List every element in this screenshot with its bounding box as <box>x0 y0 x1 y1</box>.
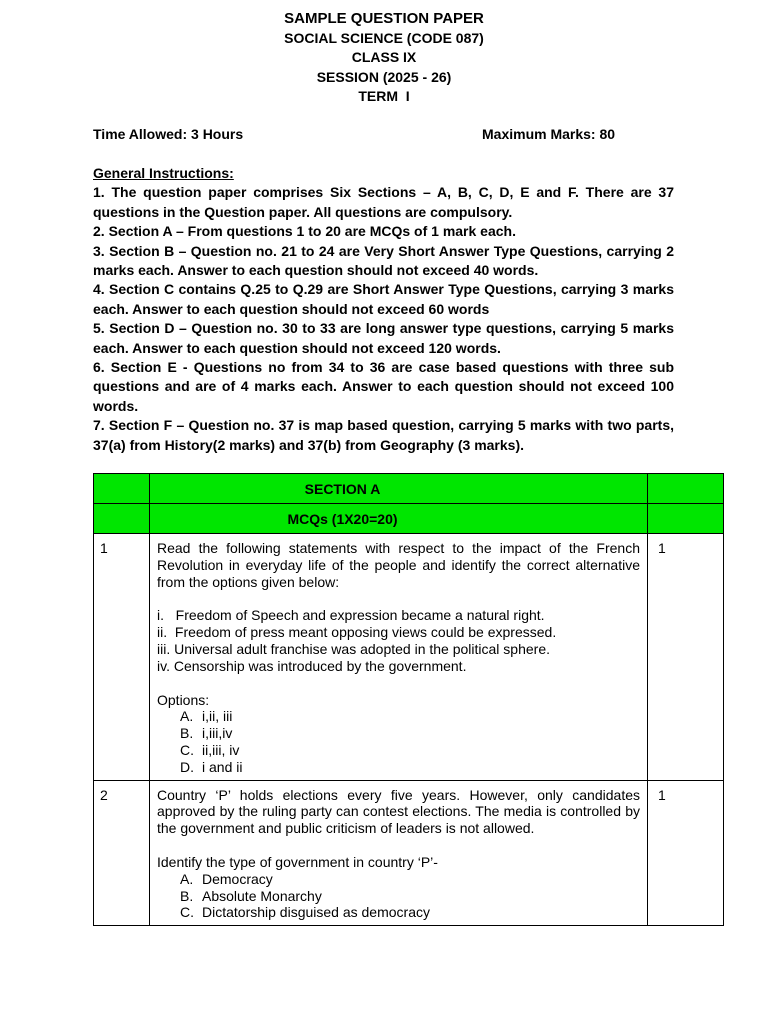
option-list <box>157 708 640 775</box>
instruction-item: 5. Section D – Question no. 30 to 33 are long answer type questions, carrying 5 marks each. Answer to each question should not exceed 120 words. <box>93 320 674 356</box>
option-item: C. Dictatorship disguised as democracy <box>180 904 430 921</box>
question-marks: 1 <box>648 534 724 781</box>
question-number: 2 <box>94 780 150 926</box>
instruction-item: 3. Section B – Question no. 21 to 24 are Very Short Answer Type Questions, carrying 2 marks each. Answer to each question should not exceed 40 words. <box>93 242 674 279</box>
maximum-marks: Maximum Marks: 80 <box>482 126 616 142</box>
section-title-row <box>94 474 724 504</box>
option-item: A. Democracy <box>180 870 273 887</box>
question-body <box>150 534 648 781</box>
section-subtitle: MCQs (1X20=20) <box>287 510 398 527</box>
paper-header <box>0 9 768 107</box>
question-marks: 1 <box>648 780 724 926</box>
instructions-title: General Instructions: <box>93 165 234 181</box>
paper-class: CLASS IX <box>351 49 417 65</box>
question-row <box>94 780 724 926</box>
question-prompt: Identify the type of government in country ‘P’- <box>157 853 438 870</box>
instruction-item: 1. The question paper comprises Six Sections – A, B, C, D, E and F. There are 37 questions in the Question paper. All questions are compulsory. <box>93 184 674 220</box>
question-text: Country ‘P’ holds elections every five years. However, only candidates approved by the ruling party can contest elections. The media is controlled by the government and public criticism of leaders is not allowed. <box>157 786 640 837</box>
paper-subject: SOCIAL SCIENCE (CODE 087) <box>284 29 484 46</box>
option-item: D. i and ii <box>180 758 243 775</box>
option-item: A. i,ii, iii <box>180 708 233 725</box>
general-instructions <box>93 164 674 455</box>
question-text: Read the following statements with respect to the impact of the French Revolution in everyday life of the people and identify the correct alternative from the options given below: <box>157 540 640 590</box>
paper-term: TERM I <box>358 88 410 104</box>
instruction-item: 4. Section C contains Q.25 to Q.29 are Short Answer Type Questions, carrying 3 marks each. Answer to each question should not exceed 60 words <box>93 281 674 317</box>
question-body <box>150 780 648 926</box>
option-item: B. i,iii,iv <box>180 725 233 742</box>
section-title: SECTION A <box>304 480 381 497</box>
instruction-item: 6. Section E - Questions no from 34 to 36 are case based questions with three sub questions and are of 4 marks each. Answer to each question should not exceed 100 words. <box>93 359 674 414</box>
time-allowed: Time Allowed: 3 Hours <box>93 126 244 142</box>
option-item: B. Absolute Monarchy <box>180 887 322 904</box>
paper-session: SESSION (2025 - 26) <box>316 68 452 85</box>
instruction-item: 7. Section F – Question no. 37 is map based question, carrying 5 marks with two parts, 37(a) from History(2 marks) and 37(b) from Geography (3 marks). <box>93 417 674 453</box>
statement-item: iii. Universal adult franchise was adopted in the political sphere. <box>157 640 550 657</box>
question-number: 1 <box>94 534 150 781</box>
statement-item: iv. Censorship was introduced by the government. <box>157 657 467 674</box>
instruction-item: 2. Section A – From questions 1 to 20 are MCQs of 1 mark each. <box>93 223 516 240</box>
question-table <box>93 473 724 926</box>
options-label: Options: <box>157 691 210 708</box>
option-list <box>157 871 640 921</box>
statement-item: ii. Freedom of press meant opposing views could be expressed. <box>157 624 557 641</box>
option-item: C. ii,iii, iv <box>180 741 240 758</box>
statement-item: i. Freedom of Speech and expression became a natural right. <box>157 607 545 624</box>
section-subtitle-row <box>94 504 724 534</box>
paper-title: SAMPLE QUESTION PAPER <box>284 10 484 27</box>
statement-list <box>157 607 640 674</box>
question-row <box>94 534 724 781</box>
